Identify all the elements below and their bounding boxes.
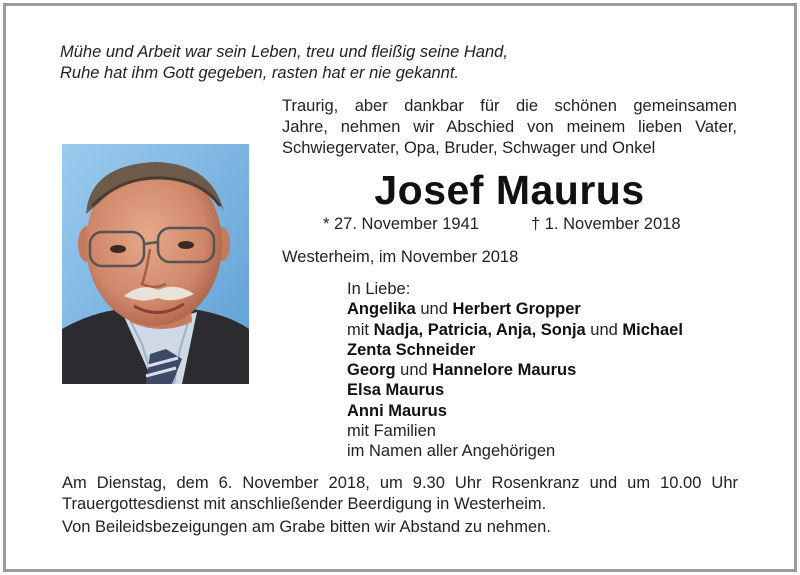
- birth-date: * 27. November 1941: [323, 215, 479, 233]
- mourner-row: Elsa Maurus: [347, 381, 445, 400]
- funeral-notice: [62, 473, 738, 538]
- mourner-name: Hannelore Maurus: [432, 361, 577, 380]
- verse-line: Mühe und Arbeit war sein Leben, treu und fleißig seine Hand,: [60, 43, 508, 61]
- connector-text: und: [415, 300, 453, 319]
- mourner-row: im Namen aller Angehörigen: [347, 442, 556, 461]
- intro-line: Jahre, nehmen wir Abschied von meinem lieben Vater,: [282, 118, 737, 136]
- mourner-row: [347, 360, 683, 380]
- intro-text: [282, 96, 737, 159]
- mourner-name: Georg: [347, 361, 396, 380]
- mourner-name: Michael: [622, 320, 683, 339]
- mourner-name: Angelika: [347, 300, 416, 319]
- death-date: † 1. November 2018: [531, 215, 681, 233]
- connector-text: mit: [347, 320, 374, 339]
- condolence-note: Von Beileidsbezeigungen am Grabe bitten wir Abstand zu nehmen.: [62, 518, 551, 536]
- mourner-row: mit Familien: [347, 422, 436, 441]
- mourner-row: [347, 320, 683, 340]
- place-and-date: Westerheim, im November 2018: [282, 248, 519, 266]
- deceased-name: Josef Maurus: [374, 167, 645, 213]
- intro-line: Schwiegervater, Opa, Bruder, Schwager und Onkel: [282, 139, 656, 157]
- portrait-illustration: [62, 144, 249, 384]
- mourners-list: [347, 279, 683, 462]
- mourners-heading: In Liebe:: [347, 280, 411, 298]
- memorial-verse: [60, 42, 508, 84]
- connector-text: und: [395, 361, 433, 380]
- portrait-photo: [62, 144, 249, 384]
- verse-line: Ruhe hat ihm Gott gegeben, rasten hat er nie gekannt.: [60, 64, 460, 82]
- mourner-row: Zenta Schneider: [347, 340, 476, 359]
- mourner-name: Nadja, Patricia, Anja, Sonja: [373, 320, 586, 339]
- funeral-notice-line: Trauergottesdienst mit anschließender Beerdigung in Westerheim.: [62, 495, 547, 513]
- funeral-notice-line: Am Dienstag, dem 6. November 2018, um 9.30 Uhr Rosenkranz und um 10.00 Uhr: [62, 474, 738, 492]
- mourner-row: Anni Maurus: [347, 401, 447, 420]
- mourner-name: Herbert Gropper: [452, 300, 581, 319]
- connector-text: und: [585, 320, 623, 339]
- mourner-row: [347, 299, 683, 319]
- intro-line: Traurig, aber dankbar für die schönen gemeinsamen: [282, 97, 737, 115]
